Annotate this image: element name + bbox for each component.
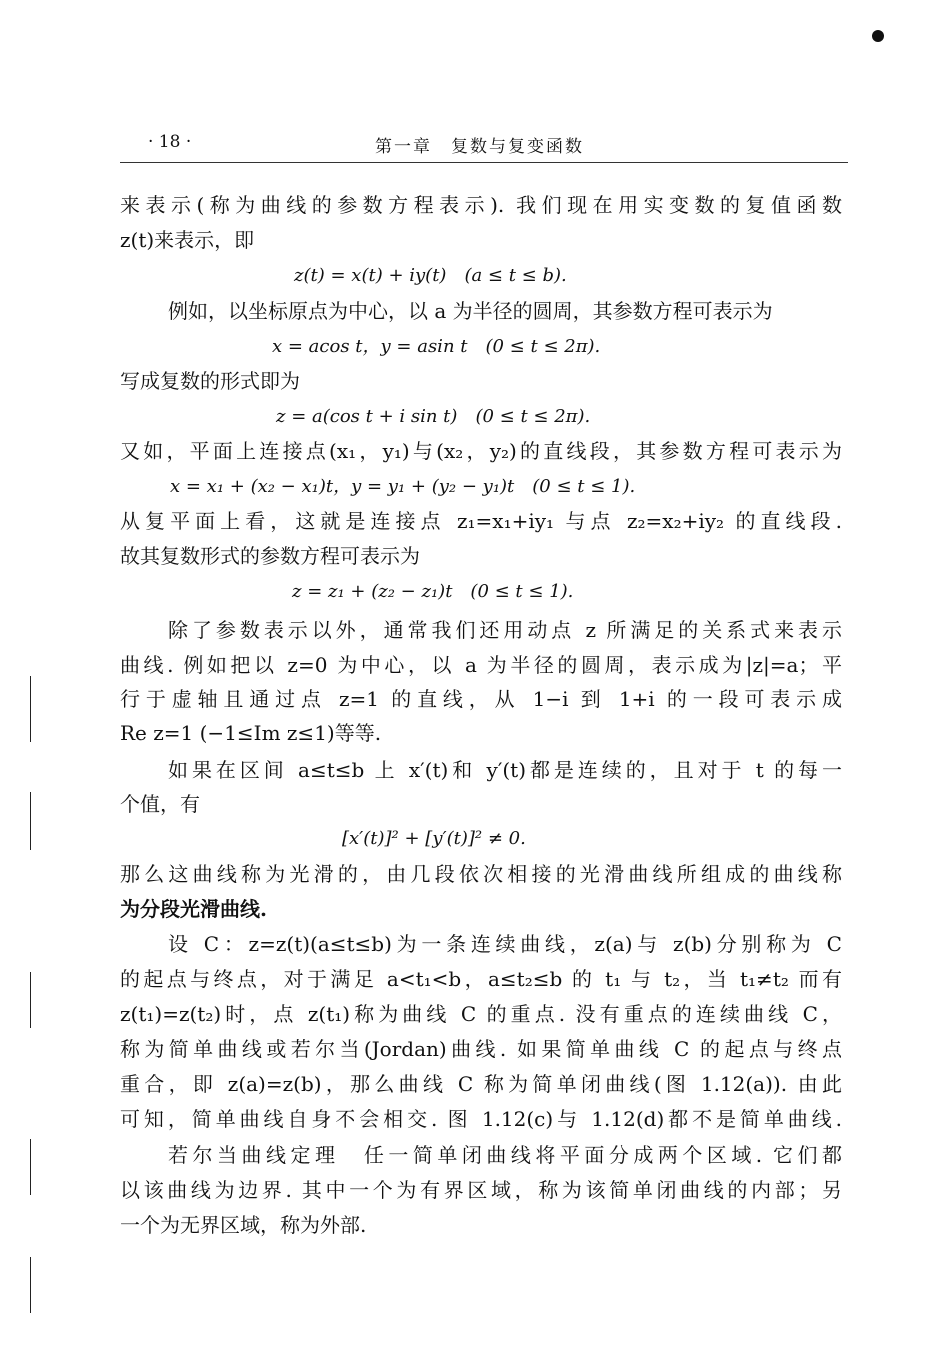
text-line: 来表示(称为曲线的参数方程表示). 我们现在用实变数的复值函数 (120, 193, 842, 217)
text-line: 个值，有 (120, 792, 200, 816)
text-line: 曲线. 例如把以 z=0 为中心，以 a 为半径的圆周，表示成为|z|=a；平 (120, 653, 842, 677)
theorem-line: 若尔当曲线定理 任一简单闭曲线将平面分成两个区域. 它们都 (168, 1143, 842, 1167)
ink-dot (872, 30, 884, 42)
text-line: 故其复数形式的参数方程可表示为 (120, 544, 420, 568)
text-line: 一个为无界区域，称为外部. (120, 1213, 367, 1237)
text-line: 又如，平面上连接点(x₁，y₁)与(x₂，y₂)的直线段，其参数方程可表示为 (120, 439, 842, 463)
text-line: 除了参数表示以外，通常我们还用动点 z 所满足的关系式来表示 (168, 618, 842, 642)
margin-bar (30, 1257, 31, 1313)
equation: z(t) = x(t) + iy(t) (a ≤ t ≤ b). (294, 265, 567, 286)
text-line: z(t)来表示，即 (120, 228, 255, 252)
text-line: 那么这曲线称为光滑的，由几段依次相接的光滑曲线所组成的曲线称 (120, 862, 842, 886)
text-line: 行于虚轴且通过点 z=1 的直线，从 1−i 到 1+i 的一段可表示成 (120, 687, 842, 711)
text-line: 以该曲线为边界. 其中一个为有界区域，称为该简单闭曲线的内部；另 (120, 1178, 842, 1202)
margin-bar (30, 1139, 31, 1195)
equation: x = acos t，y = asin t (0 ≤ t ≤ 2π). (272, 336, 601, 357)
header-rule (120, 162, 848, 163)
text-line: 重合，即 z(a)=z(b)，那么曲线 C 称为简单闭曲线(图 1.12(a)). 由此 (120, 1072, 842, 1096)
text-line: 设 C：z=z(t)(a≤t≤b)为一条连续曲线，z(a)与 z(b)分别称为 C (168, 932, 842, 956)
text-line: 写成复数的形式即为 (120, 369, 300, 393)
margin-bar (30, 972, 31, 1028)
equation: [x′(t)]² + [y′(t)]² ≠ 0. (342, 828, 526, 849)
text-line: 可知，简单曲线自身不会相交. 图 1.12(c)与 1.12(d)都不是简单曲线. (120, 1107, 842, 1131)
text-line: 的起点与终点，对于满足 a<t₁<b，a≤t₂≤b 的 t₁ 与 t₂，当 t₁≠t₂ 而有 (120, 967, 842, 991)
page-number: · 18 · (148, 132, 192, 152)
equation: z = a(cos t + i sin t) (0 ≤ t ≤ 2π). (276, 406, 591, 427)
text-line: z(t₁)=z(t₂)时，点 z(t₁)称为曲线 C 的重点. 没有重点的连续曲线 C， (120, 1002, 842, 1026)
margin-bar (30, 676, 31, 742)
text-line: 如果在区间 a≤t≤b 上 x′(t)和 y′(t)都是连续的，且对于 t 的每一 (168, 758, 842, 782)
chapter-title: 第一章 复数与复变函数 (375, 137, 584, 157)
text-line: 为分段光滑曲线. (120, 897, 267, 921)
text-line: 从复平面上看，这就是连接点 z₁=x₁+iy₁ 与点 z₂=x₂+iy₂ 的直线段. (120, 509, 842, 533)
page-header (120, 132, 848, 158)
margin-bar (30, 792, 31, 850)
text-line: 例如，以坐标原点为中心，以 a 为半径的圆周，其参数方程可表示为 (168, 299, 773, 323)
equation: x = x₁ + (x₂ − x₁)t，y = y₁ + (y₂ − y₁)t (0 ≤ t ≤ 1). (170, 476, 636, 497)
text-line: 称为简单曲线或若尔当(Jordan)曲线. 如果简单曲线 C 的起点与终点 (120, 1037, 842, 1061)
text-line: Re z=1 (−1≤Im z≤1)等等. (120, 721, 382, 745)
equation: z = z₁ + (z₂ − z₁)t (0 ≤ t ≤ 1). (292, 581, 574, 602)
